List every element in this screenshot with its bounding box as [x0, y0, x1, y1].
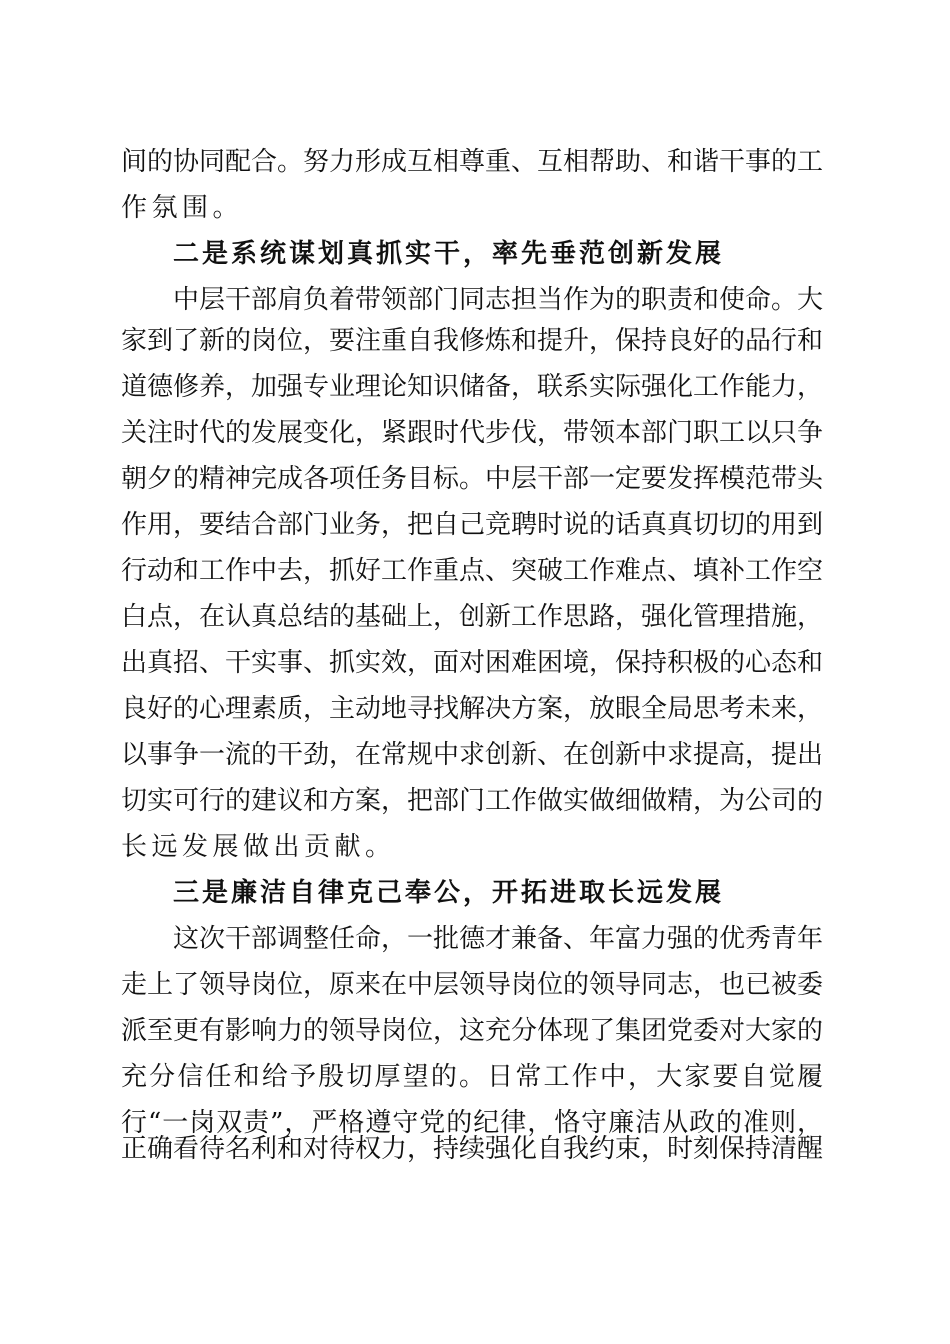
paragraph-line: 作氛围。 [121, 193, 244, 223]
section-heading-2: 二是系统谋划真抓实干，率先垂范创新发展 [173, 239, 725, 269]
paragraph-line: 充分信任和给予殷切厚望的。日常工作中，大家要自觉履 [121, 1062, 823, 1092]
paragraph-line: 朝夕的精神完成各项任务目标。中层干部一定要发挥模范带头 [121, 464, 824, 494]
paragraph-line: 白点，在认真总结的基础上，创新工作思路，强化管理措施， [121, 602, 824, 632]
paragraph-line: 间的协同配合。努力形成互相尊重、互相帮助、和谐干事的工 [121, 147, 824, 177]
paragraph-line: 出真招、干实事、抓实效，面对困难困境，保持积极的心态和 [121, 648, 824, 678]
paragraph-line: 行“一岗双责”，严格遵守党的纪律，恪守廉洁从政的准则， [121, 1108, 823, 1138]
paragraph-line: 中层干部肩负着带领部门同志担当作为的职责和使命。大 [173, 285, 824, 315]
paragraph-line: 派至更有影响力的领导岗位，这充分体现了集团党委对大家的 [121, 1016, 824, 1046]
paragraph-line: 切实可行的建议和方案，把部门工作做实做细做精，为公司的 [121, 786, 824, 816]
paragraph-line: 正确看待名利和对待权力，持续强化自我约束，时刻保持清醒 [121, 1134, 824, 1164]
paragraph-line: 良好的心理素质，主动地寻找解决方案，放眼全局思考未来， [121, 694, 824, 724]
paragraph-line: 关注时代的发展变化，紧跟时代步伐，带领本部门职工以只争 [121, 418, 824, 448]
paragraph-line: 行动和工作中去，抓好工作重点、突破工作难点、填补工作空 [121, 556, 824, 586]
paragraph-line: 作用，要结合部门业务，把自己竞聘时说的话真真切切的用到 [121, 510, 824, 540]
paragraph-line: 道德修养，加强专业理论知识储备，联系实际强化工作能力， [121, 372, 824, 402]
paragraph-line: 这次干部调整任命，一批德才兼备、年富力强的优秀青年 [173, 924, 824, 954]
paragraph-line: 长远发展做出贡献。 [121, 832, 396, 862]
section-heading-3: 三是廉洁自律克己奉公，开拓进取长远发展 [173, 878, 725, 908]
paragraph-line: 以事争一流的干劲，在常规中求创新、在创新中求提高，提出 [121, 740, 824, 770]
paragraph-line: 走上了领导岗位，原来在中层领导岗位的领导同志，也已被委 [121, 970, 824, 1000]
paragraph-line: 家到了新的岗位，要注重自我修炼和提升，保持良好的品行和 [121, 326, 824, 356]
